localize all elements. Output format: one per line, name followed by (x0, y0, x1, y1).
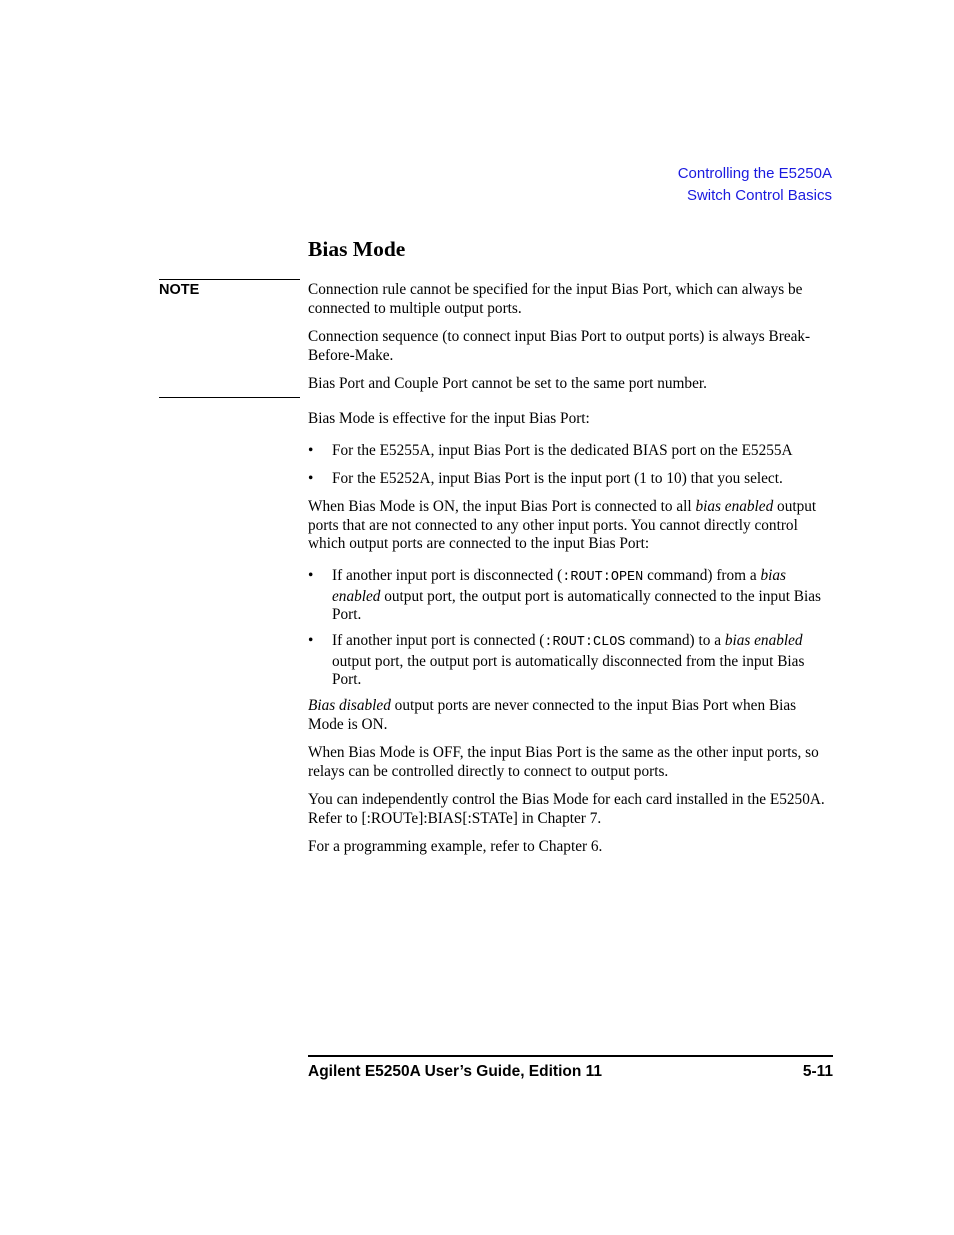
list-item-text: For the E5252A, input Bias Port is the input port (1 to 10) that you select. (332, 470, 783, 487)
note-top-rule (159, 279, 300, 280)
rout-open-text-a: If another input port is disconnected ( (332, 567, 563, 584)
rout-open-emphasis: bias enabled (332, 567, 787, 605)
programming-example-paragraph: For a programming example, refer to Chapter 6. (308, 838, 603, 855)
bias-on-emphasis: bias enabled (695, 498, 774, 515)
rout-clos-text-a: If another input port is connected ( (332, 632, 545, 649)
rout-open-text-b: command) from a (643, 567, 761, 584)
bullet-mark: • (308, 470, 314, 487)
rout-open-text-c: output port, the output port is automatically connected to the input Bias Port. (332, 587, 821, 624)
bias-off-paragraph: When Bias Mode is OFF, the input Bias Port is the same as the other input ports, so relays can be controlled directly to connect to output ports. (308, 744, 819, 780)
bias-disabled-text: output ports are never connected to the input Bias Port when Bias Mode is ON. (308, 697, 797, 733)
intro-paragraph: Bias Mode is effective for the input Bias Port: (308, 410, 590, 427)
note-label: NOTE (159, 282, 200, 298)
footer-rule (308, 1055, 833, 1057)
running-header (678, 163, 832, 207)
bias-disabled-emphasis: Bias disabled (308, 697, 391, 714)
bias-on-text-a: When Bias Mode is ON, the input Bias Port is connected to all (308, 498, 696, 515)
footer-guide-title: Agilent E5250A User’s Guide, Edition 11 (308, 1063, 603, 1080)
note-bottom-rule (159, 397, 300, 398)
rout-clos-text-c: output port, the output port is automatically disconnected from the input Bias Port. (332, 652, 805, 689)
bias-on-paragraph (308, 498, 834, 554)
note-paragraph-3: Bias Port and Couple Port cannot be set to the same port number. (308, 375, 707, 392)
footer-page-number: 5-11 (802, 1063, 833, 1080)
list-item-text (332, 567, 834, 625)
bias-on-text-b: output ports that are not connected to any other input ports. You cannot directly control which output ports are connected to the input Bias Port: (308, 498, 817, 553)
list-item-text (332, 632, 834, 690)
independent-control-paragraph: You can independently control the Bias Mode for each card installed in the E5250A. Refer to [:ROUTe]:BIAS[:STATe] in Chapter 7. (308, 791, 825, 827)
bullet-mark: • (308, 442, 314, 459)
header-section[interactable]: Switch Control Basics (686, 187, 832, 204)
rout-open-command: :ROUT:OPEN (562, 570, 644, 585)
bullet-mark: • (308, 567, 314, 584)
rout-clos-command: :ROUT:CLOS (544, 635, 626, 650)
list-item-text: For the E5255A, input Bias Port is the dedicated BIAS port on the E5255A (332, 442, 793, 459)
rout-clos-text-b: command) to a (625, 632, 725, 649)
note-paragraph-1: Connection rule cannot be specified for the input Bias Port, which can always be connected to multiple output ports. (308, 281, 803, 317)
section-title: Bias Mode (308, 237, 406, 261)
bullet-mark: • (308, 632, 314, 649)
rout-clos-emphasis: bias enabled (724, 632, 803, 649)
note-paragraph-2: Connection sequence (to connect input Bias Port to output ports) is always Break-Before-Make. (308, 328, 811, 364)
header-chapter[interactable]: Controlling the E5250A (677, 165, 832, 182)
bias-disabled-paragraph (308, 697, 834, 734)
